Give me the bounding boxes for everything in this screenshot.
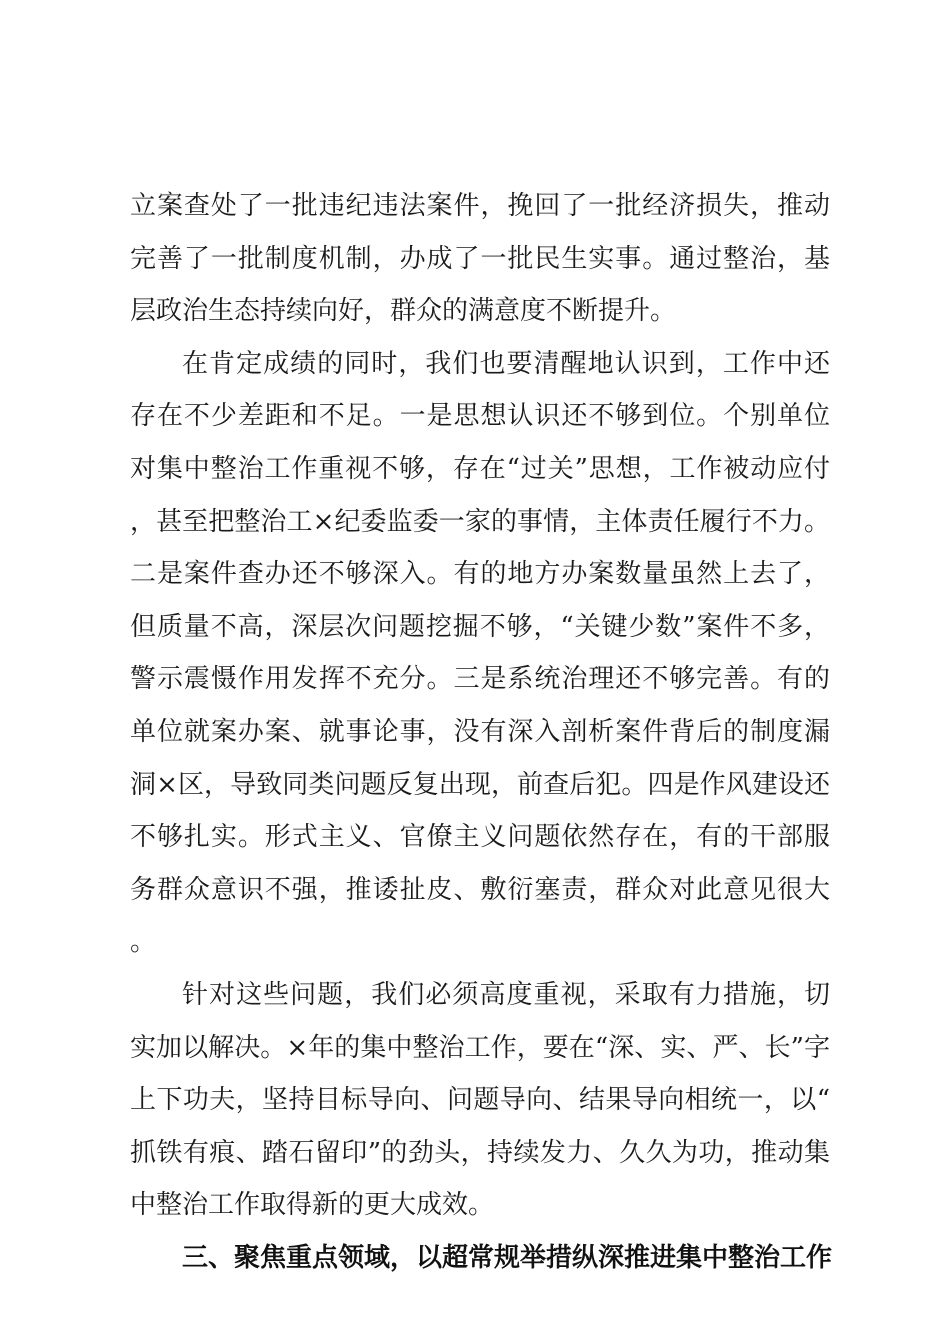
paragraph-achievements-continued: 立案查处了一批违纪违法案件，挽回了一批经济损失，推动完善了一批制度机制，办成了一批民生实事。通过整治，基层政治生态持续向好，群众的满意度不断提升。 (130, 191, 830, 327)
paragraph-requirements: 针对这些问题，我们必须高度重视，采取有力措施，切实加以解决。×年的集中整治工作，要在“深、实、严、长”字上下功夫，坚持目标导向、问题导向、结果导向相统一，以“抓铁有痕、踏石留印”的劲头，持续发力、久久为功，推动集中整治工作取得新的更大成效。 (130, 979, 830, 1221)
paragraph-shortcomings: 在肯定成绩的同时，我们也要清醒地认识到，工作中还存在不少差距和不足。一是思想认识还不够到位。个别单位对集中整治工作重视不够，存在“过关”思想，工作被动应付，甚至把整治工×纪委监委一家的事情，主体责任履行不力。二是案件查办还不够深入。有的地方办案数量虽然上去了，但质量不高，深层次问题挖掘不够，“关键少数”案件不多，警示震慑作用发挥不充分。三是系统治理还不够完善。有的单位就案办案、就事论事，没有深入剖析案件背后的制度漏洞×区，导致同类问题反复出现，前查后犯。四是作风建设还不够扎实。形式主义、官僚主义问题依然存在，有的干部服务群众意识不强，推诿扯皮、敷衍塞责，群众对此意见很大。 (130, 348, 830, 958)
section-heading: 三、聚焦重点领域，以超常规举措纵深推进集中整治工作 (182, 1242, 833, 1273)
document-body (130, 180, 833, 1284)
